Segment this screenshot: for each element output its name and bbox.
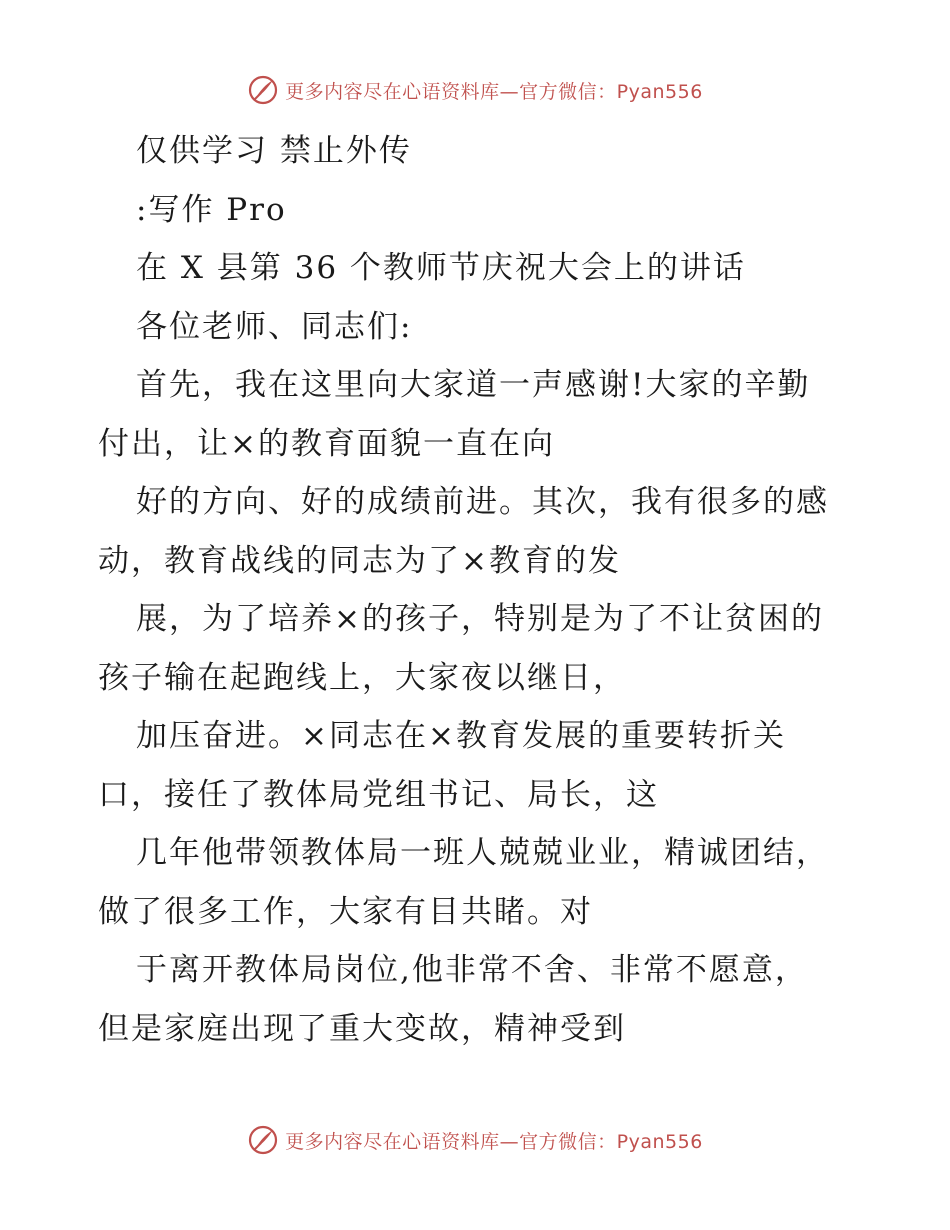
feather-logo-icon	[247, 74, 279, 106]
text-line: 孩子输在起跑线上，大家夜以继日，	[98, 659, 626, 696]
document-title: 在 X 县第 36 个教师节庆祝大会上的讲话	[136, 250, 746, 286]
text-line: 加压奋进。×同志在×教育发展的重要转折关	[136, 718, 786, 754]
watermark-text: 更多内容尽在心语资料库—官方微信：Pyan556	[285, 1130, 703, 1153]
text-line: 做了很多工作，大家有目共睹。对	[98, 893, 593, 930]
text-line: 付出，让×的教育面貌一直在向	[98, 425, 555, 462]
document-body	[98, 122, 858, 1058]
text-line: 口，接任了教体局党组书记、局长，这	[98, 776, 659, 813]
watermark-text: 更多内容尽在心语资料库—官方微信：Pyan556	[285, 80, 703, 103]
text-line: 首先，我在这里向大家道一声感谢!大家的辛勤	[136, 367, 811, 403]
text-line: 仅供学习 禁止外传	[136, 133, 412, 169]
text-line: 展，为了培养×的孩子，特别是为了不让贫困的	[136, 601, 824, 637]
feather-logo-icon	[247, 1124, 279, 1156]
text-line: 但是家庭出现了重大变故，精神受到	[98, 1010, 626, 1047]
text-line: 好的方向、好的成绩前进。其次，我有很多的感	[136, 484, 829, 520]
text-line: 于离开教体局岗位,他非常不舍、非常不愿意，	[136, 952, 808, 988]
text-line: :写作 Pro	[136, 191, 287, 228]
header-watermark	[0, 70, 950, 110]
text-line: 动，教育战线的同志为了×教育的发	[98, 542, 621, 579]
footer-watermark	[0, 1120, 950, 1160]
text-line: 几年他带领教体局一班人兢兢业业，精诚团结，	[136, 835, 829, 871]
salutation: 各位老师、同志们:	[136, 308, 413, 345]
